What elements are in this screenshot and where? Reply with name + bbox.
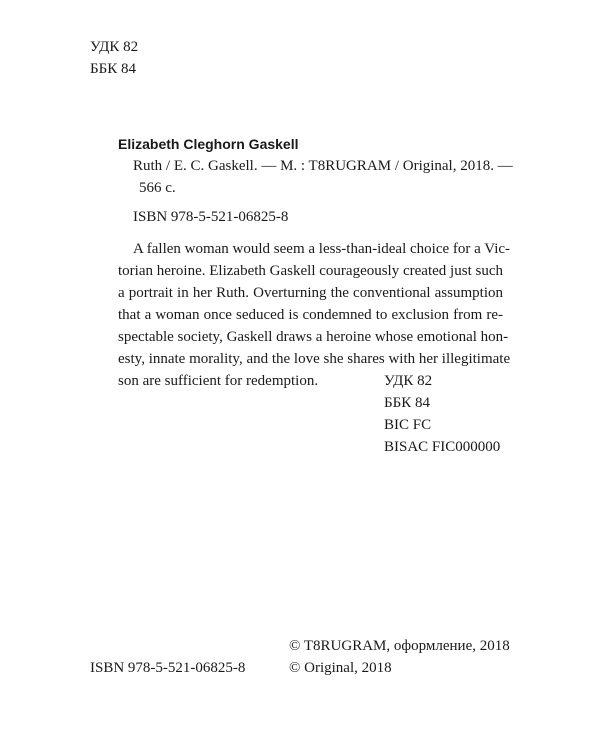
top-udk-code: УДК 82 [90,39,139,55]
abstract-line: A fallen woman would seem a less-than-ideal choice for a Vic- [133,241,511,257]
abstract-paragraph [118,238,511,392]
udk-code: УДК 82 [384,373,433,389]
classification-codes-block [384,370,500,458]
abstract-line: son are sufficient for redemption. [118,373,319,389]
abstract-line: torian heroine. Elizabeth Gaskell courageously created just such [118,263,503,279]
bic-code: BIC FC [384,417,432,433]
abstract-line: esty, innate morality, and the love she shares with her illegitimate [118,351,511,367]
isbn-main: ISBN 978-5-521-06825-8 [133,209,289,225]
isbn-bottom: ISBN 978-5-521-06825-8 [90,660,246,676]
abstract-line: a portrait in her Ruth. Overturning the conventional assumption [118,285,503,301]
citation-line-1: Ruth / E. C. Gaskell. — M. : T8RUGRAM / Original, 2018. — [133,158,513,174]
bibliographic-citation [133,155,513,199]
citation-line-2: 566 c. [139,180,176,196]
abstract-line: that a woman once seduced is condemned to exclusion from re- [118,307,503,323]
bisac-code: BISAC FIC000000 [384,439,501,455]
copyright-line-1: © T8RUGRAM, оформление, 2018 [289,638,510,654]
copyright-block [289,635,510,679]
top-bbk-code: ББК 84 [90,61,136,77]
copyright-line-2: © Original, 2018 [289,660,392,676]
author-heading: Elizabeth Cleghorn Gaskell [118,136,299,152]
abstract-line: spectable society, Gaskell draws a heroine whose emotional hon- [118,329,509,345]
top-classification-block [90,36,138,80]
bbk-code: ББК 84 [384,395,430,411]
